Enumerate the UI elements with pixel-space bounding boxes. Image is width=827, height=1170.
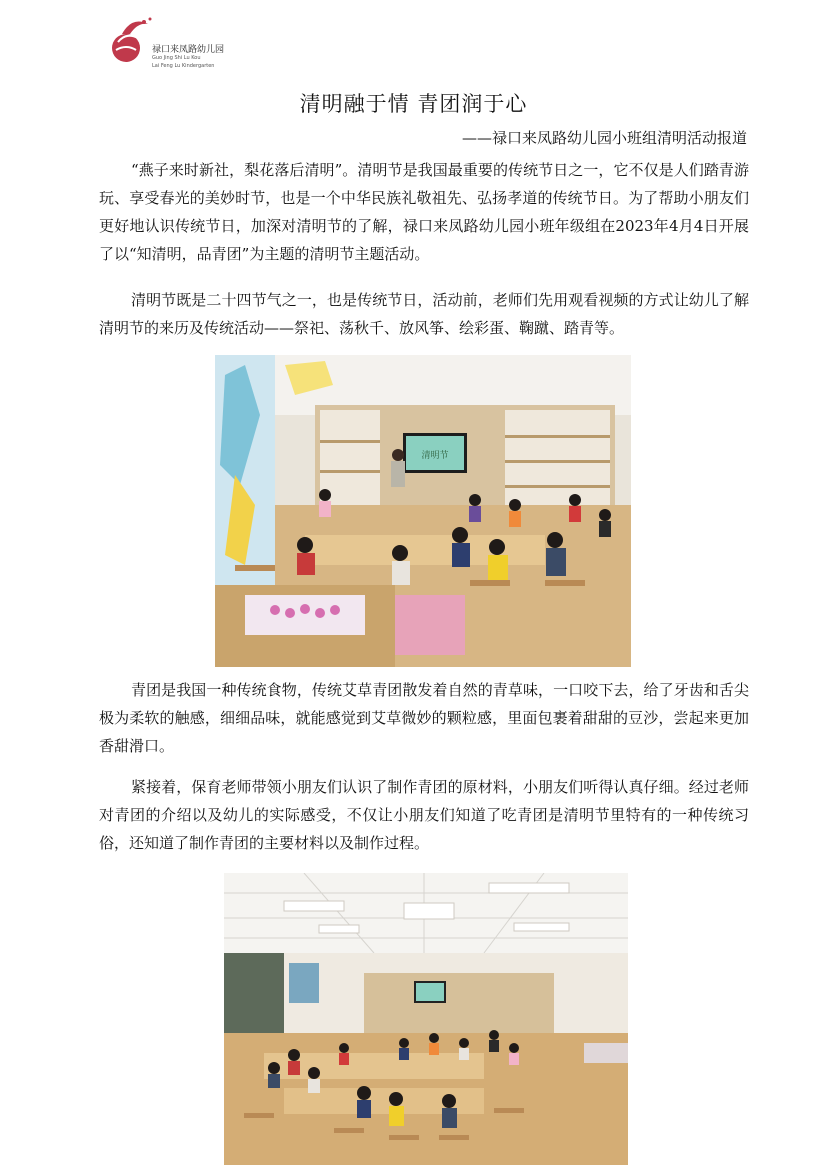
logo-name-en-line2: Lai Feng Lu Kindergarten bbox=[152, 63, 215, 69]
classroom-wide-photo bbox=[224, 873, 628, 1165]
kindergarten-logo-icon bbox=[108, 14, 156, 66]
paragraph-materials: 紧接着，保育老师带领小朋友们认识了制作青团的原材料，小朋友们听得认真仔细。经过老师对青团的介绍以及幼儿的实际感受，不仅让小朋友们知道了吃青团是清明节里特有的一种传统习俗，还知道了制作青团的主要材料以及制作过程。 bbox=[99, 778, 749, 852]
logo-name-en-line1: Guo Jing Shi Lu Kou bbox=[152, 55, 201, 61]
article-subtitle: ——禄口来凤路幼儿园小班组清明活动报道 bbox=[461, 129, 747, 147]
tv-screen-text: 清明节 bbox=[421, 451, 449, 461]
paragraph-intro: “燕子来时新社，梨花落后清明”。清明节是我国最重要的传统节日之一，它不仅是人们踏青游玩、享受春光的美妙时节，也是一个中华民族礼敬祖先、弘扬孝道的传统节日。为了帮助小朋友们更好地认识传统节日，加深对清明节的了解，禄口来凤路幼儿园小班年级组在2023年4月4日开展了以“知清明，品青团”为主题的清明节主题活动。 bbox=[99, 161, 749, 263]
logo-name-cn: 禄口来凤路幼儿园 bbox=[152, 45, 225, 55]
paragraph-qingtuan: 青团是我国一种传统食物，传统艾草青团散发着自然的青草味，一口咬下去，给了牙齿和舌尖极为柔软的触感，细细品味，就能感觉到艾草微妙的颗粒感，里面包裹着甜甜的豆沙，尝起来更加香甜滑口。 bbox=[99, 681, 749, 755]
article-title: 清明融于情 青团润于心 bbox=[299, 92, 528, 116]
classroom-video-photo bbox=[215, 355, 631, 667]
paragraph-video: 清明节既是二十四节气之一，也是传统节日，活动前，老师们先用观看视频的方式让幼儿了解清明节的来历及传统活动——祭祀、荡秋千、放风筝、绘彩蛋、鞠蹴、踏青等。 bbox=[99, 291, 749, 337]
kindergarten-logo bbox=[108, 14, 228, 68]
